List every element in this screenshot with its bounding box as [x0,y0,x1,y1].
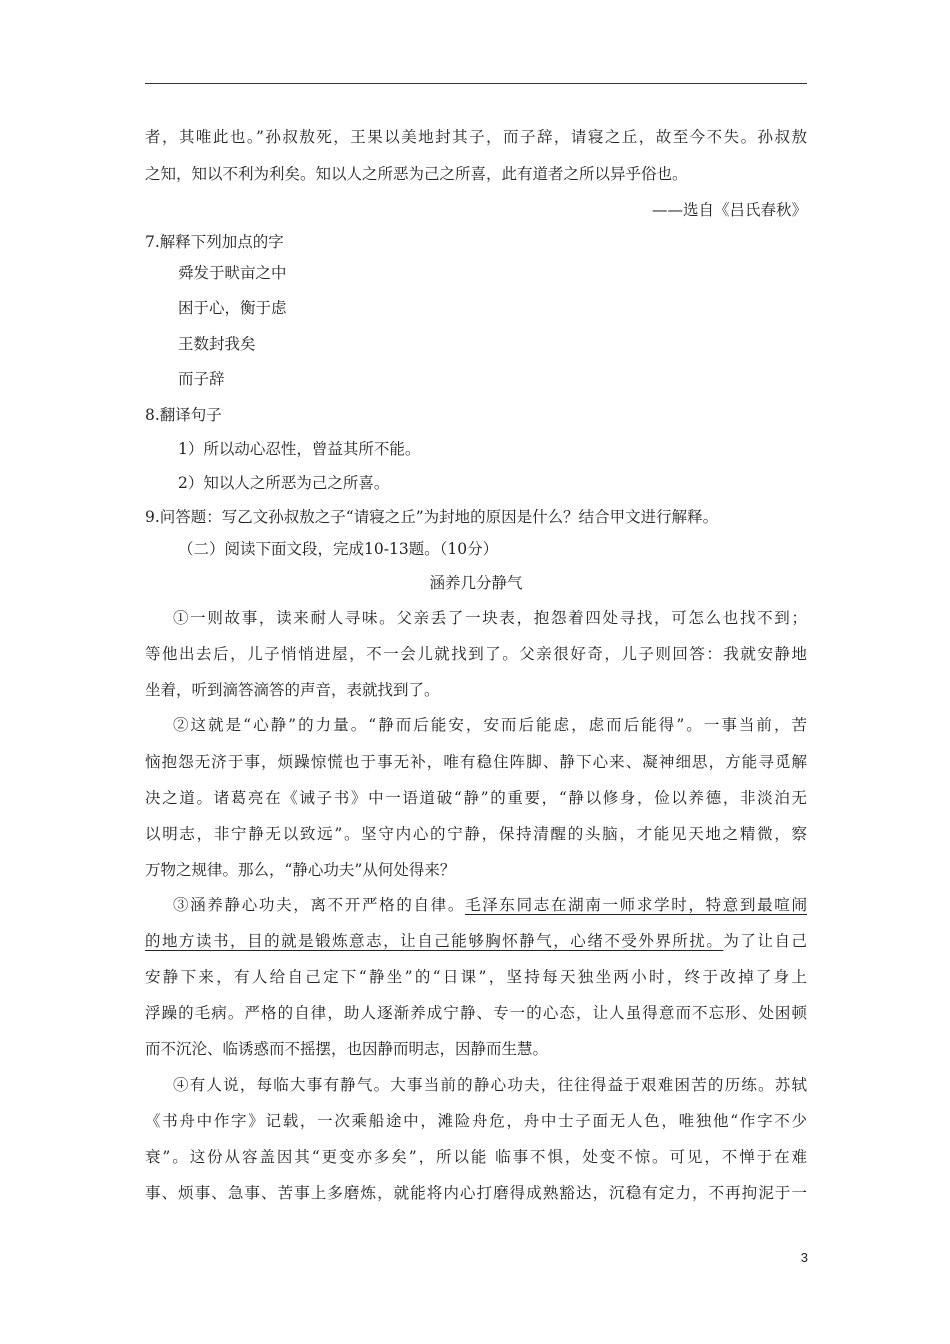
section-2-heading: （二）阅读下面文段，完成10-13题。（10分） [178,540,499,558]
paragraph-4-line: 事、烦事、急事、苦事上多磨炼，就能将内心打磨得成熟豁达，沉稳有定力，不再拘泥于一 [145,1184,807,1202]
question-7-item: 而子辞 [178,370,225,388]
paragraph-3-text: ③涵养静心功夫，离不开严格的自律。 [173,896,466,914]
question-8-item: 1）所以动心忍性，曾益其所不能。 [178,440,421,458]
question-8-item: 2）知以人之所恶为己之所喜。 [178,474,390,492]
paragraph-2-line: ②这就是“心静”的力量。“静而后能安，安而后能虑，虑而后能得”。一事当前，苦 [173,716,807,734]
paragraph-2-line: 以明志，非宁静无以致远”。坚守内心的宁静，保持清醒的头脑，才能见天地之精微，察 [145,825,807,843]
passage-source: ——选自《吕氏春秋》 [651,201,807,219]
question-8-title: 8.翻译句子 [145,406,222,424]
paragraph-3-line [145,930,807,952]
paragraph-4-line: 衰”。这份从容盖因其“更变亦多矣”，所以能 临事不惧，处变不惊。可见，不惮于在难 [145,1148,807,1166]
question-7-item: 舜发于畎亩之中 [178,264,287,282]
paragraph-1-line: ①一则故事，读来耐人寻味。父亲丢了一块表，抱怨着四处寻找，可怎么也找不到； [173,609,807,627]
paragraph-4-line: ④有人说，每临大事有静气。大事当前的静心功夫，往往得益于艰难困苦的历练。苏轼 [173,1076,807,1094]
paragraph-1-line: 等他出去后，儿子悄悄进屋，不一会儿就找到了。父亲很好奇，儿子则回答：我就安静地 [145,645,807,663]
paragraph-2-line: 恼抱怨无济于事，烦躁惊慌也于事无补，唯有稳住阵脚、静下心来、凝神细思，方能寻觅解 [145,753,807,771]
paragraph-3-text: 为了让自己 [723,932,807,950]
paragraph-2-line: 决之道。诸葛亮在《诫子书》中一语道破“静”的重要，“静以修身，俭以养德，非淡泊无 [145,789,807,807]
paragraph-2-line: 万物之规律。那么，“静心功夫”从何处得来？ [145,861,456,879]
paragraph-3-line: 浮躁的毛病。严格的自律，助人逐渐养成宁静、专一的心态，让人虽得意而不忘形、处困顿 [145,1004,807,1022]
article-title: 涵养几分静气 [429,574,523,592]
question-7-title: 7.解释下列加点的字 [145,233,284,251]
paragraph-1-line: 坐着，听到滴答滴答的声音，表就找到了。 [145,681,440,699]
paragraph-3-line [173,894,807,916]
paragraph-3-line: 而不沉沦、临诱惑而不摇摆，也因静而明志，因静而生慧。 [145,1040,549,1058]
question-7-item: 困于心，衡于虑 [178,299,287,317]
underlined-sentence: 毛泽东同志在湖南一师求学时，特意到最喧闹 [465,896,807,914]
question-7-item: 王数封我矣 [178,335,256,353]
paragraph-3-line: 安静下来，有人给自己定下“静坐”的“日课”，坚持每天独坐两小时，终于改掉了身上 [145,968,807,986]
header-rule [145,83,807,84]
underlined-sentence: 的地方读书，目的就是锻炼意志，让自己能够胸怀静气，心绪不受外界所扰。 [145,932,724,950]
passage-line: 者，其唯此也。”孙叔敖死，王果以美地封其子，而子辞，请寝之丘，故至今不失。孙叔敖 [145,128,807,146]
passage-line: 之知，知以不利为利矣。知以人之所恶为己之所喜，此有道者之所以异乎俗也。 [145,165,688,183]
question-9-text: 9.问答题：写乙文孙叔敖之子“请寝之丘”为封地的原因是什么？结合甲文进行解释。 [145,508,719,526]
paragraph-4-line: 《书舟中作字》记载，一次乘船途中，滩险舟危，舟中士子面无人色，唯独他“作字不少 [145,1112,807,1130]
page-number: 3 [800,1250,808,1265]
